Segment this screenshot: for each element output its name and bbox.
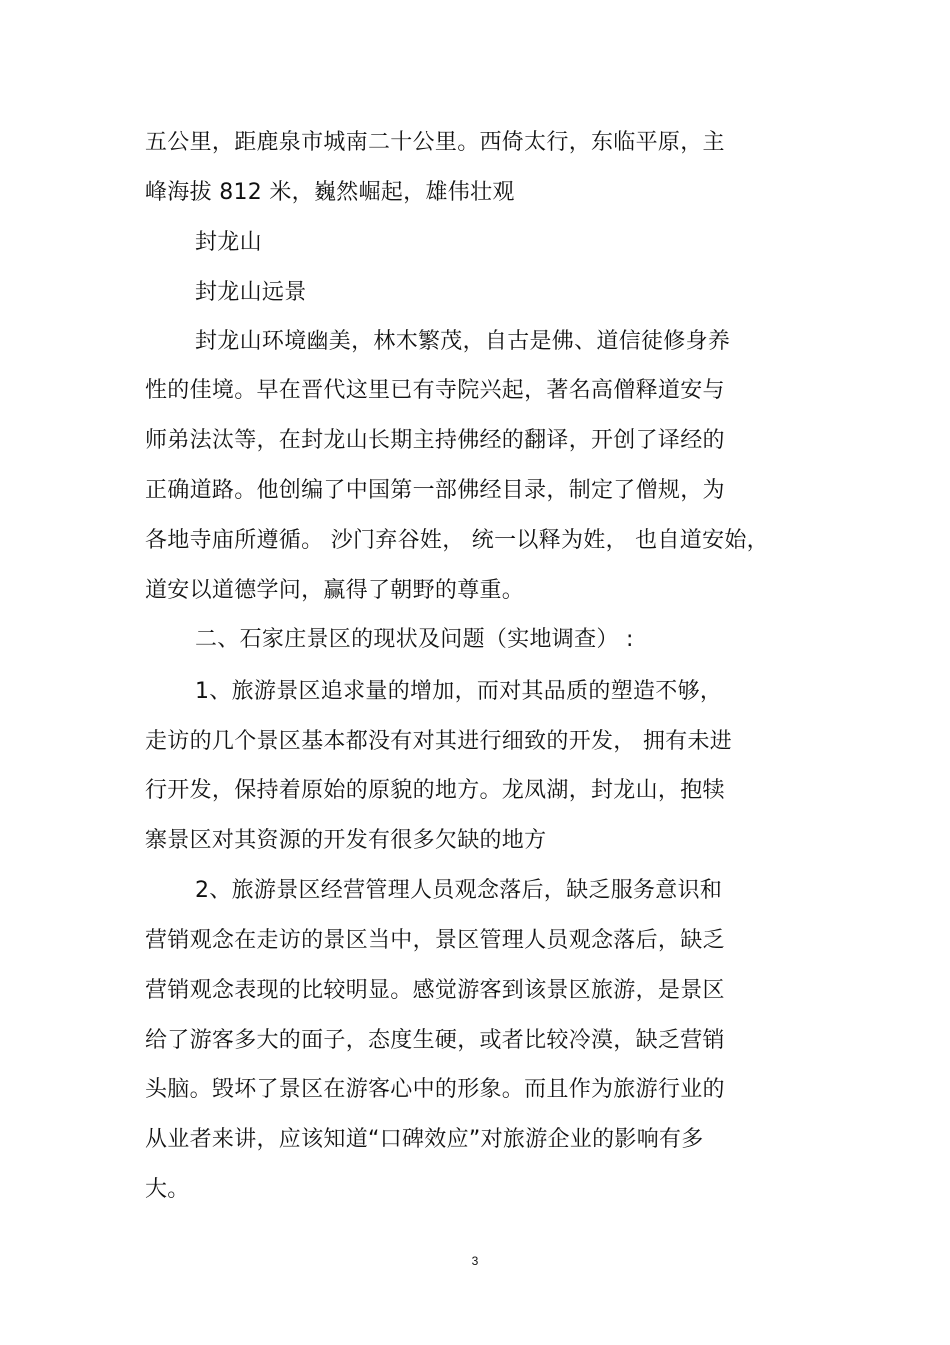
text-line: 性的佳境。早在晋代这里已有寺院兴起，著名高僧释道安与 bbox=[145, 378, 725, 403]
text-line: 行开发，保持着原始的原貌的地方。龙凤湖，封龙山，抱犊 bbox=[145, 778, 725, 803]
text-line: 营销观念表现的比较明显。感觉游客到该景区旅游，是景区 bbox=[145, 978, 725, 1003]
text-line: 给了游客多大的面子，态度生硬，或者比较冷漠，缺乏营销 bbox=[145, 1028, 725, 1053]
text-line: 各地寺庙所遵循。 沙门弃谷姓， 统一以释为姓， 也自道安始， bbox=[145, 528, 769, 553]
text-line: 寨景区对其资源的开发有很多欠缺的地方 bbox=[145, 828, 547, 853]
text-line: 从业者来讲，应该知道“口碑效应”对旅游企业的影响有多 bbox=[145, 1127, 704, 1152]
image-caption: 封龙山远景 bbox=[195, 280, 307, 305]
section-heading: 二、石家庄景区的现状及问题（实地调查） : bbox=[195, 627, 634, 652]
section-heading: 封龙山 bbox=[195, 230, 262, 255]
text-line: 师弟法汰等，在封龙山长期主持佛经的翻译，开创了译经的 bbox=[145, 428, 725, 453]
page-number: 3 bbox=[471, 1254, 479, 1268]
text-line: 头脑。毁坏了景区在游客心中的形象。而且作为旅游行业的 bbox=[145, 1077, 725, 1102]
text-line: 封龙山环境幽美，林木繁茂，自古是佛、道信徒修身养 bbox=[195, 329, 731, 354]
text-line: 1、旅游景区追求量的增加，而对其品质的塑造不够， bbox=[195, 679, 723, 704]
text-line: 道安以道德学问，赢得了朝野的尊重。 bbox=[145, 578, 525, 603]
text-line: 2、旅游景区经营管理人员观念落后，缺乏服务意识和 bbox=[195, 878, 723, 903]
text-line: 走访的几个景区基本都没有对其进行细致的开发， 拥有未进 bbox=[145, 729, 733, 754]
text-line: 大。 bbox=[145, 1177, 190, 1202]
text-line: 正确道路。他创编了中国第一部佛经目录，制定了僧规，为 bbox=[145, 478, 725, 503]
text-line: 五公里，距鹿泉市城南二十公里。西倚太行，东临平原，主 bbox=[145, 130, 725, 155]
text-line: 峰海拔 812 米，巍然崛起，雄伟壮观 bbox=[145, 180, 515, 205]
text-line: 营销观念在走访的景区当中，景区管理人员观念落后，缺乏 bbox=[145, 928, 725, 953]
